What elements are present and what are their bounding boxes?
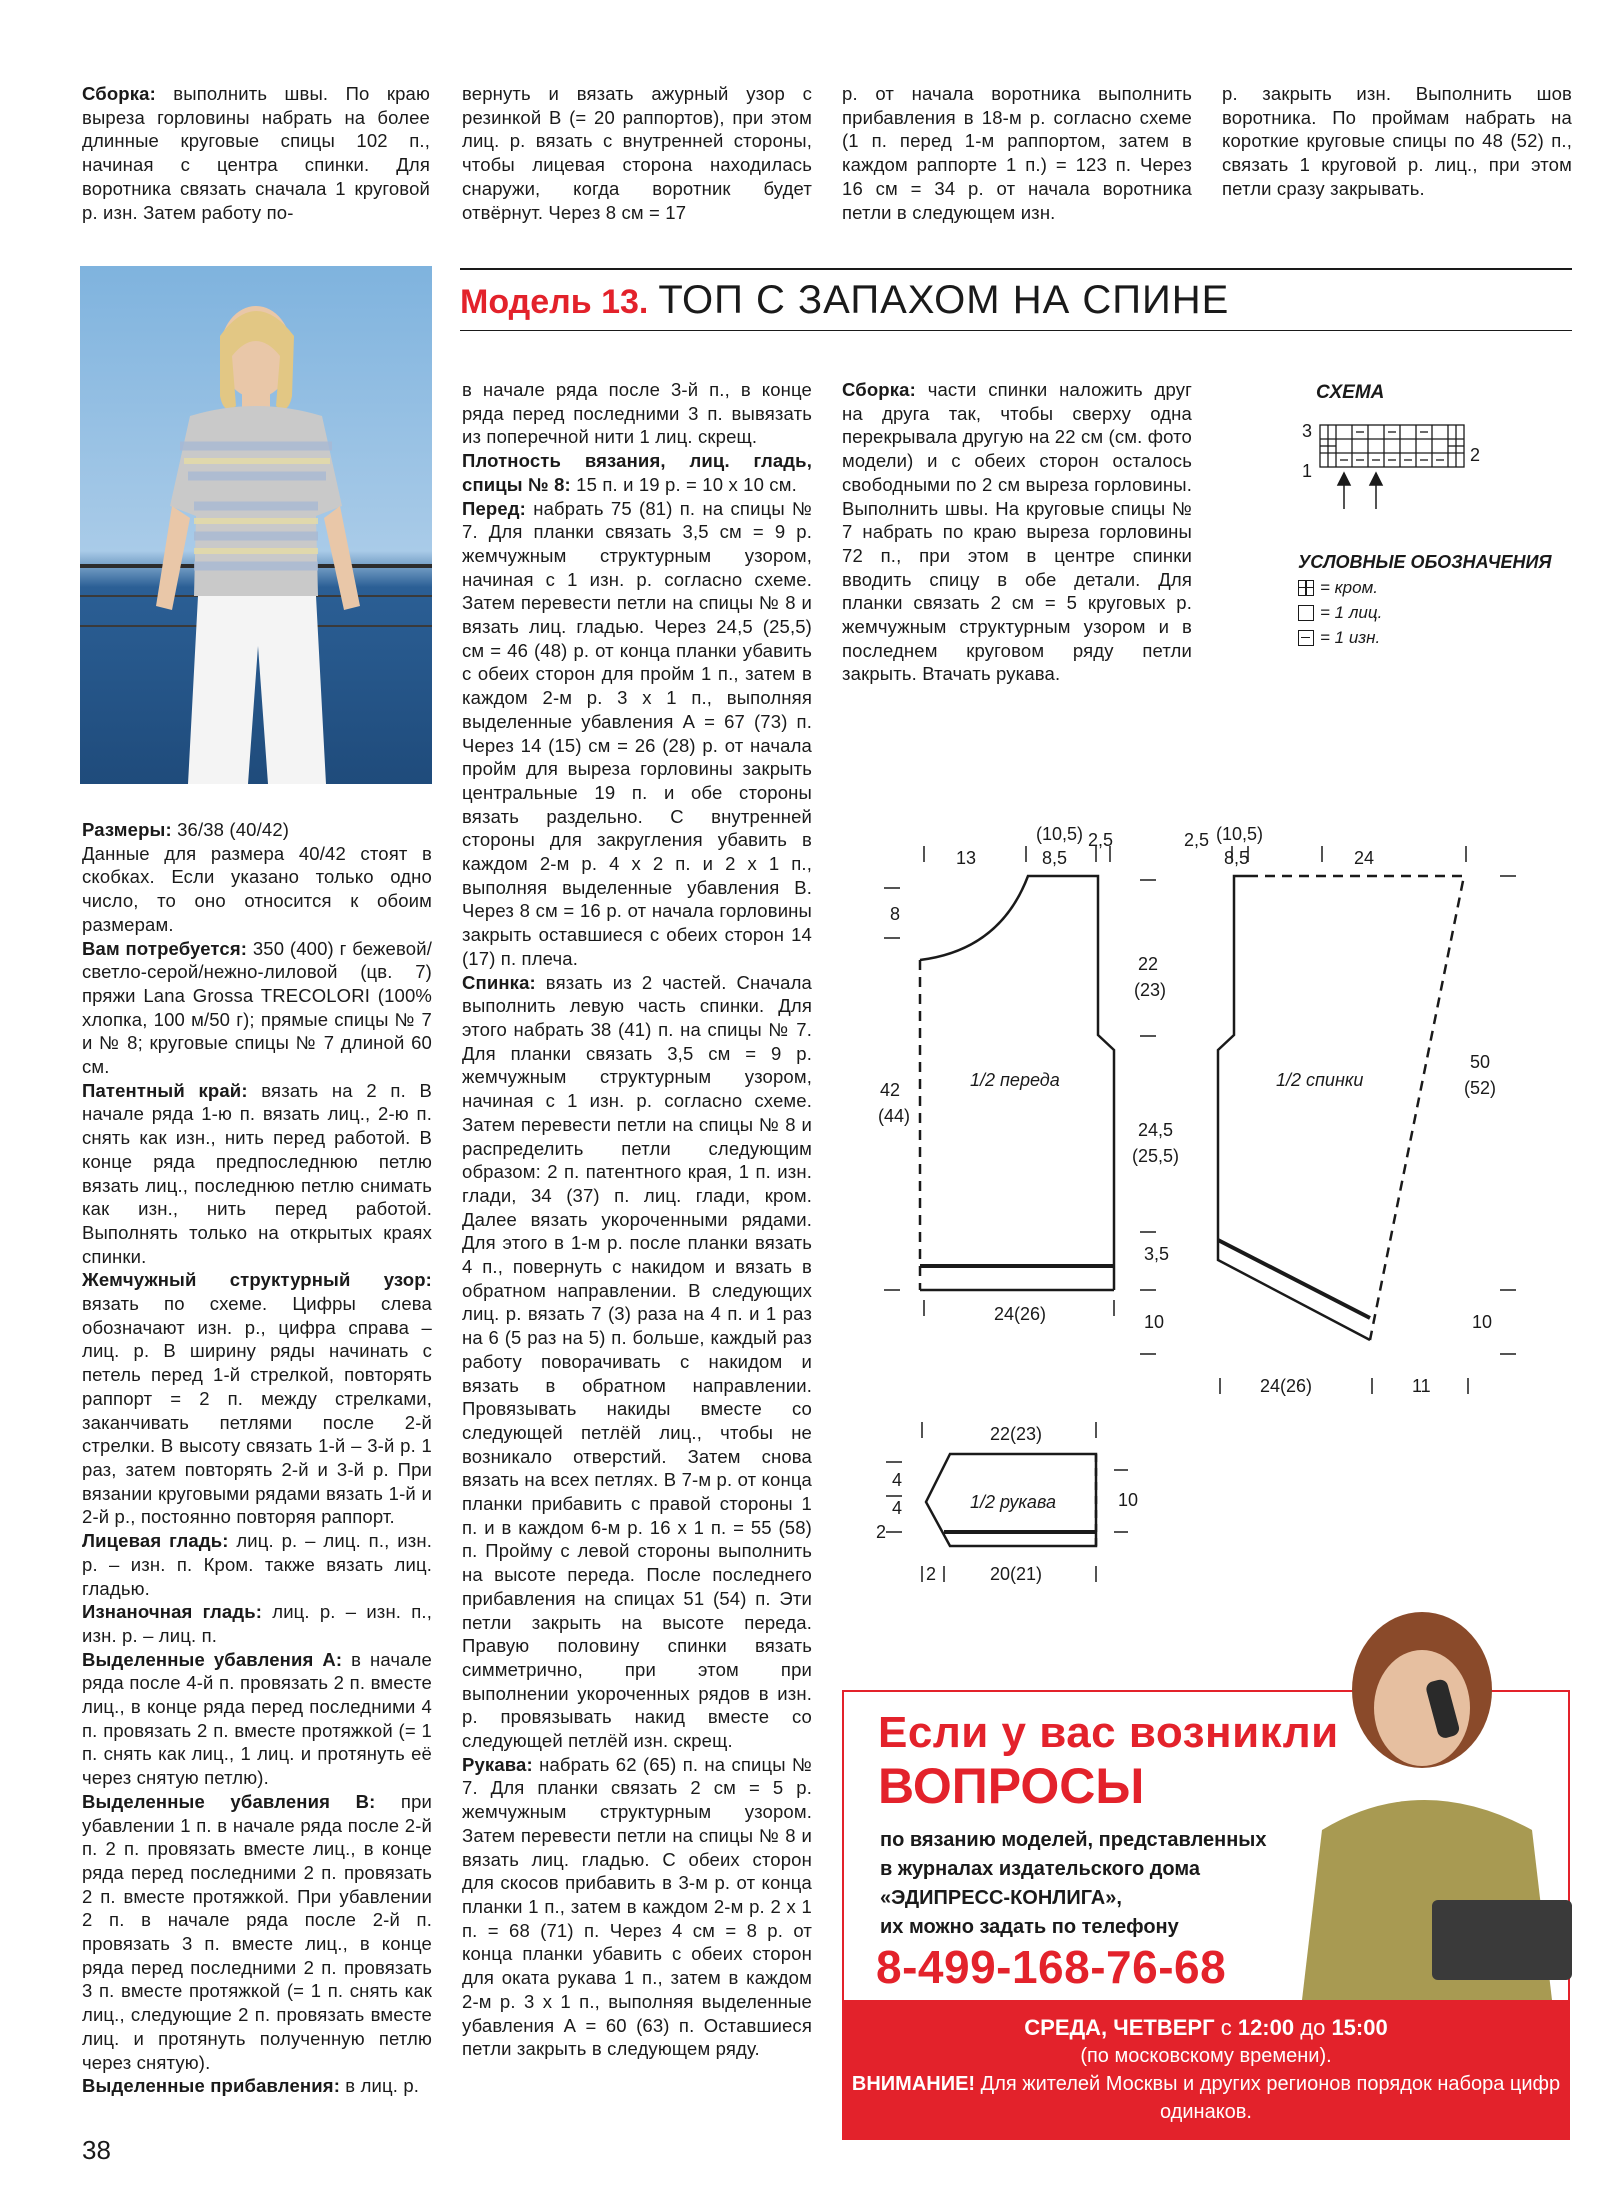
stitch-chart	[1286, 405, 1486, 540]
ad-subtext-line: по вязанию моделей, представленных	[880, 1829, 1267, 1851]
paragraph-heading: Выделенные убавления А:	[82, 1648, 343, 1670]
paragraph	[82, 1268, 432, 1529]
top-column-1	[82, 82, 430, 224]
m-2426b: 24(26)	[1260, 1376, 1313, 1396]
paragraph-text: части спинки наложить друг на друга так, чтобы сверху одна перекрывала другую на 22 см (см. фото модели) и с обеих сторон осталось свободными по 2 см выреза горловины. Выполнить швы. На круговые спицы № 7 набрать по краю выреза горловины 72 п., при этом в центре спинки вводить спицу в обе детали. Для планки связать 2 см = 5 круговых р. жемчужным структурным узором и в последнем круговом ряду петли закрыть. Втачать рукава.	[842, 379, 1192, 685]
paragraph	[462, 449, 812, 496]
page-number: 38	[82, 2135, 111, 2165]
top-text-4: р. закрыть изн. Выполнить шов воротника. По проймам набрать на короткие круговые спицы по 48 (52) п., связать 1 круговой р. лиц., при этом петли сразу закрывать.	[1222, 83, 1572, 199]
m-2b: 2	[926, 1564, 937, 1584]
m-8: 8	[890, 904, 901, 924]
model-name: ТОП С ЗАПАХОМ НА СПИНЕ	[658, 278, 1230, 322]
title-rule-top	[460, 268, 1572, 270]
paragraph	[462, 378, 812, 449]
m-11: 11	[1412, 1376, 1431, 1396]
paragraph	[82, 2074, 432, 2098]
legend-item-label: = 1 изн.	[1320, 628, 1381, 647]
paragraph-heading: Выделенные убавления В:	[82, 1790, 376, 1812]
knit-stitch-icon	[1298, 605, 1314, 621]
m-22: 22	[1138, 954, 1159, 974]
time-to: 15:00	[1331, 2015, 1388, 2040]
warning-line	[842, 2070, 1570, 2126]
from-text: с	[1220, 2015, 1232, 2040]
paragraph	[82, 1790, 432, 2074]
paragraph-text: лиц. р. – лиц. п., изн. р. – изн. п. Кром. также вязать лиц. гладью.	[82, 1530, 432, 1599]
model-photo	[80, 266, 432, 784]
schema-row-label-2: 2	[1470, 445, 1481, 465]
top-text-3: р. от начала воротника выполнить прибавления в 18-м р. согласно схеме (1 п. перед 1-м раппортом, затем в каждом раппорте 1 п.) = 123 п. Через 16 см = 34 р. от начала воротника петли в следующем изн.	[842, 83, 1192, 223]
paragraph	[82, 818, 432, 842]
m-52: (52)	[1464, 1078, 1497, 1098]
paragraph	[462, 497, 812, 971]
paragraph-heading: Рукава:	[462, 1753, 533, 1775]
top-column-2	[462, 82, 812, 224]
paragraph-heading: Выделенные прибавления:	[82, 2075, 341, 2097]
paragraph-text: при убавлении 1 п. в начале ряда после 2-й п. 2 п. провязать вместе лиц., в конце ряда перед последними 2 п. провязать 2 п. вместе протяжкой. При убавлении 2 п. в начале ряда после 2-й п. провязать 3 п. вместе лиц., в конце ряда перед последними 2 п. провязать 3 п. вместе протяжкой (= 1 п. снять как лиц., следующие 2 п. провязать вместе лиц. и протянуть полученную петлю через снятую).	[82, 1790, 432, 2073]
m-2s: 2	[876, 1522, 887, 1542]
schema-title: СХЕМА	[1316, 382, 1385, 403]
m-13: 13	[956, 848, 977, 868]
m-4a: 4	[892, 1470, 903, 1490]
paragraph	[462, 1753, 812, 2061]
paragraph-heading: Лицевая гладь:	[82, 1530, 229, 1552]
paragraph-heading: Спинка:	[462, 971, 536, 993]
paragraph-text: лиц. р. – изн. п., изн. р. – лиц. п.	[82, 1601, 432, 1646]
top-text-1: выполнить швы. По краю выреза горловины набрать на более длинные круговые спицы 102 п., начиная с центра спинки. Для воротника связать сначала 1 круговой р. изн. Затем работу по-	[82, 83, 430, 223]
top-text-2: вернуть и вязать ажурный узор с резинкой B (= 20 раппортов), при этом лиц. р. вязать с внутренней стороны, чтобы лицевая сторона находилась снаружи, когда воротник будет отвёрнут. Через 8 см = 17	[462, 83, 812, 223]
ad-subtext-line: в журналах издательского дома	[880, 1858, 1201, 1880]
m-25a: 2,5	[1088, 830, 1114, 850]
hours-line	[842, 2000, 1570, 2042]
model-title	[460, 276, 1229, 326]
m-85b: 8,5	[1224, 848, 1250, 868]
m-23: (23)	[1134, 980, 1167, 1000]
paragraph	[842, 378, 1192, 686]
m-35: 3,5	[1144, 1244, 1170, 1264]
text-column-3	[842, 378, 1192, 686]
m-2021: 20(21)	[990, 1564, 1043, 1584]
paragraph-text: вязать по схеме. Цифры слева обозначают изн. р., цифра справа – лиц. р. В ширину ряды начинать с петель перед 1-й стрелкой, повторять раппорт = 2 п. между стрелками, заканчивать петлями после 2-й стрелки. В высоту связать 1-й – 3-й р. 1 раз, затем повторять 2-й и 3-й р. При вязании круговыми рядами вязать 1-й и 2-й р., постоянно повторяя раппорт.	[82, 1293, 432, 1528]
legend-item-krom	[1298, 575, 1552, 600]
paragraph-heading: Размеры:	[82, 819, 172, 840]
warning-text: Для жителей Москвы и других регионов порядок набора цифр одинаков.	[980, 2073, 1561, 2123]
paragraph-heading: Патентный край:	[82, 1079, 248, 1101]
paragraph-text: в лиц. р.	[340, 2075, 420, 2097]
m-85a: 8,5	[1042, 848, 1068, 868]
purl-stitch-icon	[1298, 630, 1314, 646]
legend-item-knit	[1298, 600, 1552, 625]
paragraph-text: набрать 62 (65) п. на спицы № 7. Для планки связать 2 см = 5 р. жемчужным структурным узором. Затем перевести петли на спицы № 8 и вязать лиц. гладью. С обеих сторон для скосов прибавить в 3-м р. от конца планки 1 п., затем в каждом 2-м р. 2 х 1 п. = 68 (71) п. Через 4 см = 8 р. от конца планки убавить с обеих сторон для оката рукава 1 п., затем в каждом 2-м р. 3 х 1 п., выполняя выделенные убавления А = 60 (63) п. Оставшиеся петли закрыть в следующем ряду.	[462, 1753, 812, 2060]
paragraph-text: 350 (400) г бежевой/светло-серой/нежно-лиловой (цв. 7) пряжи Lana Grossa TRECOLORI (100% хлопка, 100 м/50 г); прямые спицы № 7 и № 8; круговые спицы № 7 длиной 60 см.	[82, 937, 432, 1078]
m-2426a: 24(26)	[994, 1304, 1047, 1324]
ad-hours-bar	[842, 2000, 1570, 2140]
top-column-3	[842, 82, 1192, 224]
legend-title: УСЛОВНЫЕ ОБОЗНАЧЕНИЯ	[1298, 552, 1552, 572]
paragraph-heading: Изнаночная гладь:	[82, 1601, 263, 1623]
paragraph-text: вязать на 2 п. В начале ряда 1-ю п. вязать лиц., 2-ю п. снять как изн., нить перед работой. В конце ряда предпоследнюю петлю вязать лиц., последнюю петлю снимать как изн., нить перед работой. Выполнять только на открытых краях спинки.	[82, 1079, 433, 1267]
paragraph	[462, 971, 812, 1753]
ad-subtext-line: их можно задать по телефону	[880, 1916, 1179, 1938]
schema-row-label-3: 3	[1302, 421, 1313, 441]
m-44: (44)	[878, 1106, 911, 1126]
model-label: Модель 13.	[460, 283, 649, 321]
m-4b: 4	[892, 1498, 903, 1518]
paragraph	[82, 1600, 432, 1647]
paragraph-heading: Сборка:	[842, 379, 916, 400]
m-10a: 10	[1144, 1312, 1165, 1332]
paragraph	[82, 1529, 432, 1600]
paragraph-heading: Жемчужный структурный узор:	[82, 1269, 432, 1291]
m-245: 24,5	[1138, 1120, 1174, 1140]
m-255: (25,5)	[1132, 1146, 1180, 1166]
ad-subtext	[880, 1826, 1267, 1942]
paragraph	[82, 1648, 432, 1790]
front-label: 1/2 переда	[970, 1070, 1060, 1090]
paragraph-text: Данные для размера 40/42 стоят в скобках. Если указано только одно число, то оно относится к обоим размерам.	[82, 842, 432, 935]
title-rule-bottom	[460, 330, 1572, 331]
back-piece	[1218, 876, 1464, 1340]
m-10s: 10	[1118, 1490, 1139, 1510]
sleeve-label: 1/2 рукава	[970, 1492, 1056, 1512]
m-10b: 10	[1472, 1312, 1493, 1332]
ad-subtext-line: «ЭДИПРЕСС-КОНЛИГА»,	[880, 1887, 1122, 1909]
paragraph-heading: Перед:	[462, 497, 526, 519]
days-text: СРЕДА, ЧЕТВЕРГ	[1024, 2015, 1215, 2040]
pattern-schematic	[860, 820, 1580, 1665]
paragraph	[82, 1079, 432, 1269]
m-105b: (10,5)	[1216, 824, 1264, 844]
legend-item-label: = кром.	[1320, 578, 1378, 597]
legend-item-label: = 1 лиц.	[1320, 603, 1383, 622]
paragraph-heading: Вам потребуется:	[82, 937, 248, 959]
m-25b: 2,5	[1184, 830, 1210, 850]
paragraph-text: набрать 75 (81) п. на спицы № 7. Для планки связать 3,5 см = 9 р. жемчужным структурным узором, начиная с 1 изн. р. согласно схеме. Затем перевести петли на спицы № 8 и вязать лиц. гладью. Через 24,5 (25,5) см = 46 (48) р. от конца планки убавить с обеих сторон для пройм 1 п., затем в каждом 2-м р. 3 х 1 п., выполняя выделенные убавления А = 67 (73) п. Через 14 (15) см = 26 (28) р. от начала пройм для выреза горловины закрыть центральные 19 п. и обе стороны вязать раздельно. С внутренней стороны для закругления убавить в каждом 2-м р. 4 х 2 п. и 2 х 1 п., выполняя выделенные убавления В. Через 8 см = 16 р. от начала горловины закрыть оставшиеся с обеих сторон 14 (17) п. плеча.	[462, 497, 812, 969]
paragraph-text: в начале ряда после 4-й п. провязать 2 п. вместе лиц., в конце ряда перед последними 4 п. провязать 2 п. вместе протяжкой (= 1 п. снять как лиц., 1 лиц. и протянуть её через снятую петлю).	[82, 1648, 432, 1789]
legend	[1298, 550, 1552, 650]
phone-number: 8-499-168-76-68	[876, 1941, 1227, 1993]
m-42: 42	[880, 1080, 901, 1100]
ad-headline-1: Если у вас возникли	[878, 1708, 1339, 1757]
time-from: 12:00	[1237, 2015, 1295, 2040]
ad-headline-2: ВОПРОСЫ	[878, 1758, 1145, 1814]
consultant-photo	[1282, 1600, 1572, 2000]
legend-item-purl	[1298, 625, 1552, 650]
top-heading: Сборка:	[82, 83, 156, 104]
text-column-1	[82, 818, 432, 2098]
back-label: 1/2 спинки	[1276, 1070, 1364, 1090]
m-105a: (10,5)	[1036, 824, 1084, 844]
schema-row-label-1: 1	[1302, 461, 1313, 481]
top-column-4	[1222, 82, 1572, 201]
m-50: 50	[1470, 1052, 1491, 1072]
warning-heading: ВНИМАНИЕ!	[851, 2073, 976, 2095]
paragraph-text: 15 п. и 19 р. = 10 х 10 см.	[570, 473, 797, 495]
m-2223: 22(23)	[990, 1424, 1043, 1444]
paragraph-heading: Плотность вязания, лиц. гладь, спицы № 8:	[462, 450, 812, 495]
to-text: до	[1300, 2015, 1326, 2040]
timezone-text: (по московскому времени).	[1080, 2045, 1332, 2067]
paragraph-text: 36/38 (40/42)	[171, 819, 290, 840]
paragraph	[82, 842, 432, 937]
m-24: 24	[1354, 848, 1375, 868]
edge-stitch-icon	[1298, 580, 1314, 596]
text-column-2	[462, 378, 812, 2061]
paragraph-text: вязать из 2 частей. Сначала выполнить левую часть спинки. Для этого набрать 38 (41) п. на спицы № 7. Для планки связать 3,5 см = 9 р. жемчужным структурным узором, начиная с 1 изн. р. согласно схеме. Затем перевести петли на спицы № 8 и распределить петли следующим образом: 2 п. патентного края, 1 п. изн. глади, 34 (37) п. лиц. глади, кром. Далее вязать укороченными рядами. Для этого в 1-м р. после планки вязать 4 п., повернуть с накидом и вязать в обратном направлении. В следующих лиц. р. вязать 7 (3) раза на 4 п. и 1 раз на 6 (5 раз на 5) п. больше, каждый раз работу поворачивать с накидом и вязать в обратном направлении. Провязывать накиды вместе со следующей петлёй лиц., чтобы не возникало отверстий. Затем снова вязать на всех петлях. В 7-м р. от конца планки прибавить с правой стороны 1 п. и в каждом 6-м р. 16 х 1 п. = 55 (58) п. Пройму с левой стороны выполнить на высоте переда. После последнего прибавления на спицах 51 (54) п. Эти петли закрыть на высоте переда. Правую половину спинки вязать симметрично, при этом при выполнении укороченных рядов в изн. р. провязывать накид вместе со следующей петлёй изн. скрещ.	[462, 971, 812, 1752]
paragraph	[82, 937, 432, 1079]
paragraph-text: в начале ряда после 3-й п., в конце ряда перед последними 3 п. вывязать из поперечной нити 1 лиц. скрещ.	[462, 379, 812, 448]
help-advertisement	[842, 1690, 1570, 2140]
